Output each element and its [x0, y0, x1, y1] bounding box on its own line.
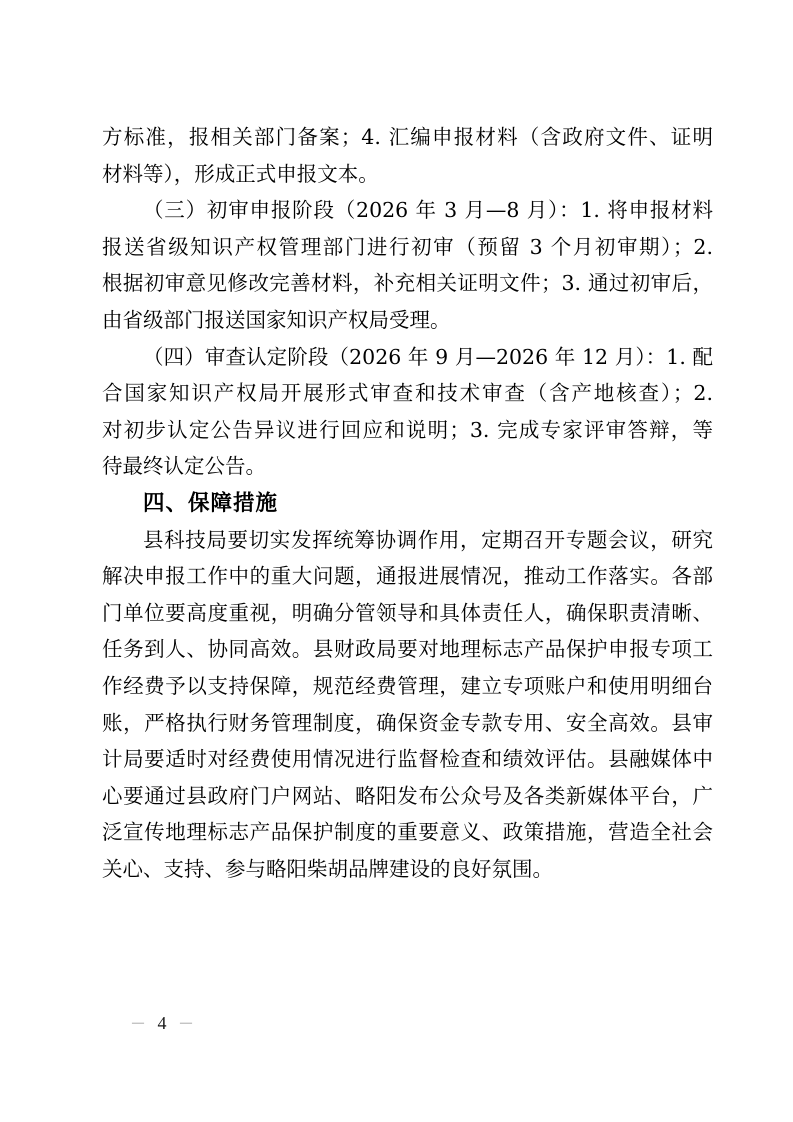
text-line: （四）审查认定阶段（2026 年 9 月—2026 年 12 月）：1. 配	[143, 344, 713, 369]
text-line: 由省级部门报送国家知识产权局受理。	[102, 307, 451, 332]
section-heading: 四、保障措施	[143, 490, 279, 515]
footer-dash-left: －	[130, 1016, 147, 1033]
text-line: 方标准，报相关部门备案；4. 汇编申报材料（含政府文件、证明	[102, 125, 713, 149]
text-line: 心要通过县政府门户网站、略阳发布公众号及各类新媒体平台，广	[102, 783, 713, 808]
text-line: （三）初审申报阶段（2026 年 3 月—8 月）：1. 将申报材料	[143, 198, 713, 223]
text-line: 作经费予以支持保障，规范经费管理，建立专项账户和使用明细台	[102, 673, 713, 698]
page-footer	[130, 1012, 194, 1036]
footer-dash-right: －	[178, 1016, 195, 1033]
text-line: 任务到人、协同高效。县财政局要对地理标志产品保护申报专项工	[102, 637, 713, 662]
text-line: 解决申报工作中的重大问题，通报进展情况，推动工作落实。各部	[102, 564, 713, 589]
text-line: 待最终认定公告。	[102, 454, 266, 479]
text-line: 合国家知识产权局开展形式审查和技术审查（含产地核查）；2.	[102, 381, 713, 406]
text-line: 对初步认定公告异议进行回应和说明；3. 完成专家评审答辩，等	[102, 417, 713, 442]
text-line: 关心、支持、参与略阳柴胡品牌建设的良好氛围。	[102, 856, 553, 881]
document-body	[102, 119, 713, 887]
text-line: 计局要适时对经费使用情况进行监督检查和绩效评估。县融媒体中	[102, 747, 713, 772]
text-line: 门单位要高度重视，明确分管领导和具体责任人，确保职责清晰、	[102, 600, 713, 625]
text-line: 账，严格执行财务管理制度，确保资金专款专用、安全高效。县审	[102, 710, 713, 735]
page-number: 4	[157, 1013, 167, 1033]
text-line: 报送省级知识产权管理部门进行初审（预留 3 个月初审期）；2.	[102, 234, 713, 259]
text-line: 根据初审意见修改完善材料，补充相关证明文件；3. 通过初审后，	[102, 271, 713, 296]
text-line: 县科技局要切实发挥统筹协调作用，定期召开专题会议，研究	[143, 527, 713, 552]
text-line: 材料等），形成正式申报文本。	[102, 161, 379, 186]
text-line: 泛宣传地理标志产品保护制度的重要意义、政策措施，营造全社会	[102, 820, 713, 845]
